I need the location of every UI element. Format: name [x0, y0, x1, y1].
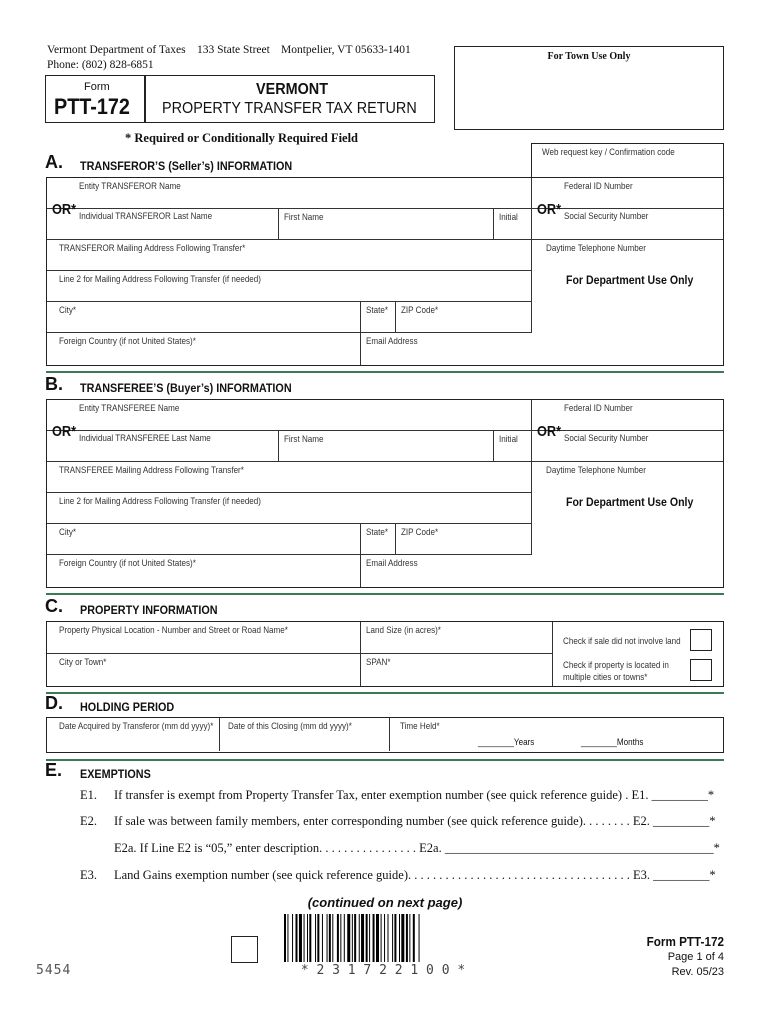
- buyer-state-field[interactable]: State*: [361, 524, 396, 555]
- section-e-letter: E.: [45, 760, 63, 780]
- buyer-email-field[interactable]: Email Address: [366, 558, 418, 569]
- section-b-box: [46, 399, 724, 588]
- form-title: PROPERTY TRANSFER TAX RETURN: [162, 100, 417, 117]
- e2-label: E2.: [80, 814, 98, 828]
- seller-email-field[interactable]: Email Address: [366, 336, 418, 347]
- form-code: 5454: [36, 963, 72, 978]
- no-land-checkbox[interactable]: [690, 629, 712, 651]
- buyer-phone-field[interactable]: Daytime Telephone Number: [546, 465, 646, 476]
- years-field[interactable]: ________Years: [478, 737, 535, 748]
- web-request-key-label: Web request key / Confirmation code: [542, 147, 675, 158]
- seller-entity-name-field[interactable]: Entity TRANSFEROR Name: [47, 178, 532, 209]
- seller-city-field[interactable]: City*: [47, 302, 361, 333]
- seller-or-label: OR*: [52, 201, 77, 218]
- section-d-title: HOLDING PERIOD: [80, 700, 175, 714]
- web-request-key-field[interactable]: [531, 143, 724, 177]
- property-location-field[interactable]: Property Physical Location - Number and Street or Road Name*: [47, 622, 361, 654]
- continued-note: (continued on next page): [307, 895, 463, 910]
- e3-line[interactable]: Land Gains exemption number (see quick reference guide). . . . . . . . . . . . . . . . . . . . . . . . . . . . . . . . . . . . E3. _________*: [114, 868, 716, 882]
- buyer-initial-field[interactable]: Initial: [494, 431, 532, 462]
- span-field[interactable]: SPAN*: [361, 654, 553, 686]
- months-field[interactable]: ________Months: [581, 737, 644, 748]
- e3-label: E3.: [80, 868, 98, 882]
- no-land-label: Check if sale did not involve land: [563, 636, 681, 647]
- dept-phone: Phone: (802) 828-6851: [47, 59, 154, 71]
- date-acquired-field[interactable]: Date Acquired by Transferor (mm dd yyyy)*: [47, 718, 220, 751]
- seller-first-name-field[interactable]: First Name: [279, 209, 494, 240]
- seller-country-field[interactable]: Foreign Country (if not United States)*: [47, 333, 361, 365]
- seller-ssn-field[interactable]: Social Security Number: [532, 209, 723, 240]
- buyer-dept-use-area: [532, 493, 723, 555]
- section-a-box: [46, 177, 724, 366]
- buyer-federal-id-field[interactable]: Federal ID Number: [532, 400, 723, 431]
- buyer-mailing-address-field[interactable]: TRANSFEREE Mailing Address Following Transfer*: [47, 462, 532, 493]
- footer-page: Page 1 of 4: [667, 951, 724, 963]
- land-size-field[interactable]: Land Size (in acres)*: [361, 622, 553, 654]
- time-held-label: Time Held*: [400, 721, 440, 732]
- footer-form-name: Form PTT-172: [646, 934, 724, 949]
- form-title-box: [45, 75, 435, 123]
- seller-mailing-address-field[interactable]: TRANSFEROR Mailing Address Following Transfer*: [47, 240, 532, 271]
- buyer-address-line2-field[interactable]: Line 2 for Mailing Address Following Transfer (if needed): [47, 493, 532, 524]
- section-d-box: [46, 717, 724, 753]
- buyer-dept-use-label: For Department Use Only: [566, 495, 694, 509]
- section-c-letter: C.: [45, 596, 63, 616]
- seller-state-field[interactable]: State*: [361, 302, 396, 333]
- footer-revision: Rev. 05/23: [671, 966, 724, 978]
- buyer-last-name-field[interactable]: Individual TRANSFEREE Last Name: [47, 431, 279, 462]
- required-note: * Required or Conditionally Required Field: [125, 131, 359, 145]
- buyer-city-field[interactable]: City*: [47, 524, 361, 555]
- dept-city: Montpelier, VT 05633-1401: [281, 44, 411, 56]
- time-held-field: [390, 718, 723, 751]
- seller-last-name-field[interactable]: Individual TRANSFEROR Last Name: [47, 209, 279, 240]
- town-use-label: For Town Use Only: [547, 51, 631, 62]
- buyer-or-label-2: OR*: [537, 423, 562, 440]
- seller-zip-field[interactable]: ZIP Code*: [396, 302, 532, 333]
- divider-a: [46, 371, 724, 373]
- divider-c: [46, 692, 724, 694]
- e2a-line[interactable]: E2a. If Line E2 is “05,” enter description. . . . . . . . . . . . . . . . E2a. ___________________________________________*: [114, 841, 720, 855]
- section-b-letter: B.: [45, 374, 63, 394]
- buyer-ssn-field[interactable]: Social Security Number: [532, 431, 723, 462]
- divider-b: [46, 593, 724, 595]
- dept-name: Vermont Department of Taxes: [47, 44, 186, 56]
- buyer-country-field[interactable]: Foreign Country (if not United States)*: [47, 555, 361, 587]
- barcode-text: * 2 3 1 7 2 2 1 0 0 *: [300, 963, 466, 978]
- form-title-state: VERMONT: [256, 81, 328, 98]
- section-c-title: PROPERTY INFORMATION: [80, 603, 218, 617]
- e1-label: E1.: [80, 788, 98, 802]
- section-a-title: TRANSFEROR’S (Seller’s) INFORMATION: [80, 159, 293, 173]
- form-number: PTT-172: [54, 94, 130, 119]
- divider-d: [46, 759, 724, 761]
- seller-or-label-2: OR*: [537, 201, 562, 218]
- seller-dept-use-label: For Department Use Only: [566, 273, 694, 287]
- seller-federal-id-field[interactable]: Federal ID Number: [532, 178, 723, 209]
- buyer-entity-name-field[interactable]: Entity TRANSFEREE Name: [47, 400, 532, 431]
- date-closing-field[interactable]: Date of this Closing (mm dd yyyy)*: [220, 718, 390, 751]
- section-d-letter: D.: [45, 693, 63, 713]
- buyer-zip-field[interactable]: ZIP Code*: [396, 524, 532, 555]
- section-c-box: [46, 621, 724, 687]
- multi-town-label-2: multiple cities or towns*: [563, 672, 648, 683]
- seller-dept-use-area: [532, 271, 723, 333]
- multi-town-label-1: Check if property is located in: [563, 660, 669, 671]
- seller-address-line2-field[interactable]: Line 2 for Mailing Address Following Transfer (if needed): [47, 271, 532, 302]
- buyer-or-label: OR*: [52, 423, 77, 440]
- form-label: Form: [84, 81, 110, 93]
- section-a-letter: A.: [45, 152, 63, 172]
- seller-initial-field[interactable]: Initial: [494, 209, 532, 240]
- city-town-field[interactable]: City or Town*: [47, 654, 361, 686]
- buyer-first-name-field[interactable]: First Name: [279, 431, 494, 462]
- footer-checkbox[interactable]: [231, 936, 258, 963]
- section-e-title: EXEMPTIONS: [80, 767, 151, 781]
- town-use-box: [454, 46, 724, 130]
- seller-phone-field[interactable]: Daytime Telephone Number: [546, 243, 646, 254]
- e1-line[interactable]: If transfer is exempt from Property Transfer Tax, enter exemption number (see quick reference guide) . E1. _________*: [114, 788, 715, 802]
- barcode-graphic: [284, 914, 482, 964]
- multi-town-checkbox[interactable]: [690, 659, 712, 681]
- dept-street: 133 State Street: [197, 44, 270, 56]
- e2-line[interactable]: If sale was between family members, enter corresponding number (see quick reference guide). . . . . . . . E2. _________*: [114, 814, 716, 828]
- section-b-title: TRANSFEREE’S (Buyer’s) INFORMATION: [80, 381, 292, 395]
